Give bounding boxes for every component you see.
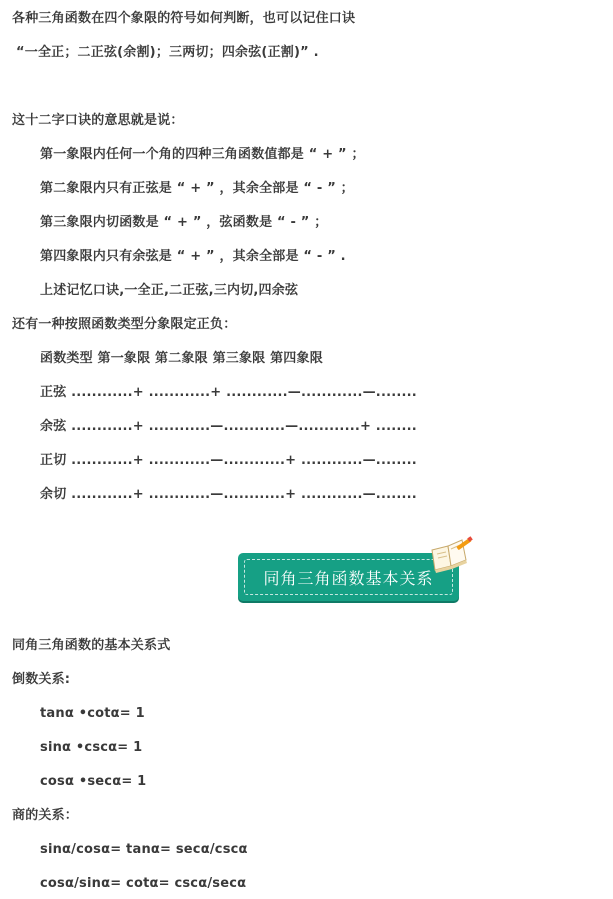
quotient-tan: sinα/cosα= tanα= secα/cscα — [40, 842, 248, 857]
open-book-with-pencil-icon — [428, 536, 474, 574]
relations-heading: 同角三角函数的基本关系式 — [12, 638, 171, 653]
table-row-sine: 正弦 ............+ ............+ ............—............—........ — [40, 385, 417, 400]
explain-heading: 这十二字口诀的意思就是说： — [12, 113, 184, 128]
table-heading: 还有一种按照函数类型分象限定正负： — [12, 317, 237, 332]
intro-line-2: “一全正；二正弦(余割)；三两切；四余弦(正割)” . — [16, 45, 319, 60]
explain-item-5: 上述记忆口诀,一全正,二正弦,三内切,四余弦 — [40, 283, 299, 298]
reciprocal-sin-csc: sinα •cscα= 1 — [40, 740, 143, 755]
section-banner — [238, 553, 459, 601]
explain-item-3: 第三象限内切函数是 “ + ” ，弦函数是 “ - ” ； — [40, 215, 328, 230]
reciprocal-tan-cot: tanα •cotα= 1 — [40, 706, 145, 721]
quotient-cot: cosα/sinα= cotα= cscα/secα — [40, 876, 247, 891]
banner-label: 同角三角函数基本关系 — [244, 559, 453, 595]
explain-item-1: 第一象限内任何一个角的四种三角函数值都是 “ + ” ； — [40, 147, 365, 162]
explain-item-4: 第四象限内只有余弦是 “ + ” ，其余全部是 “ - ” . — [40, 249, 346, 264]
table-row-cotangent: 余切 ............+ ............—............+ ............—........ — [40, 487, 417, 502]
table-header-row: 函数类型 第一象限 第二象限 第三象限 第四象限 — [40, 351, 323, 366]
quotient-heading: 商的关系： — [12, 808, 79, 823]
reciprocal-heading: 倒数关系: — [12, 672, 71, 687]
table-row-tangent: 正切 ............+ ............—............+ ............—........ — [40, 453, 417, 468]
reciprocal-cos-sec: cosα •secα= 1 — [40, 774, 147, 789]
table-row-cosine: 余弦 ............+ ............—............—............+ ........ — [40, 419, 417, 434]
intro-line-1: 各种三角函数在四个象限的符号如何判断，也可以记住口诀 — [12, 11, 356, 26]
explain-item-2: 第二象限内只有正弦是 “ + ” ，其余全部是 “ - ” ； — [40, 181, 354, 196]
